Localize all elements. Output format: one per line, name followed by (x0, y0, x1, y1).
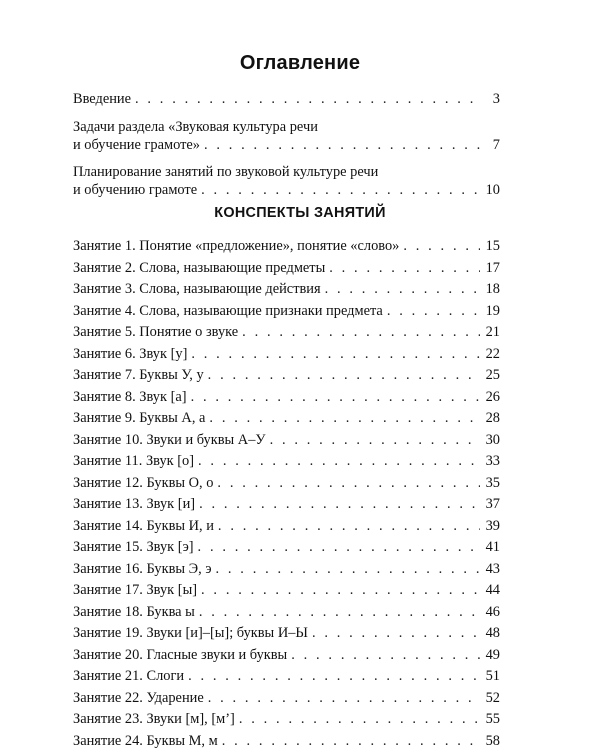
toc-entry-label: Занятие 7. Буквы У, у (73, 365, 208, 387)
toc-entry-page: 10 (480, 181, 500, 199)
toc-entry-label: Занятие 19. Звуки [и]–[ы]; буквы И–Ы (73, 623, 312, 645)
toc-entry-page: 58 (480, 731, 500, 752)
toc-entry-page: 21 (480, 322, 500, 344)
toc-entry-tasks-line1[interactable]: Задачи раздела «Звуковая культура речи (73, 118, 500, 136)
toc-entry-lesson[interactable] (73, 602, 500, 624)
toc-entry-lesson[interactable] (73, 645, 500, 667)
leader-dots (222, 731, 480, 752)
toc-entry-page: 46 (480, 602, 500, 624)
toc-entry-page: 48 (480, 623, 500, 645)
toc-entry-page: 33 (480, 451, 500, 473)
leader-dots (270, 430, 480, 452)
toc-entry-label: Занятие 12. Буквы О, о (73, 473, 217, 495)
toc-entry-page: 41 (480, 537, 500, 559)
leader-dots (199, 494, 480, 516)
leader-dots (191, 344, 480, 366)
page-title: Оглавление (0, 52, 600, 75)
toc-entry-page: 28 (480, 408, 500, 430)
toc-entry-lesson[interactable] (73, 580, 500, 602)
toc-entry-page: 7 (480, 136, 500, 154)
toc-entry-page: 15 (480, 236, 500, 258)
toc-entry-page: 37 (480, 494, 500, 516)
toc-entry-label: Занятие 1. Понятие «предложение», понятие «слово» (73, 236, 403, 258)
toc-entry-lesson[interactable] (73, 387, 500, 409)
lesson-list (73, 236, 500, 752)
leader-dots (239, 709, 480, 731)
toc-entry-label: Занятие 23. Звуки [м], [м’] (73, 709, 239, 731)
toc-entry-lesson[interactable] (73, 430, 500, 452)
toc-entry-label: Занятие 13. Звук [и] (73, 494, 199, 516)
toc-entry-page: 44 (480, 580, 500, 602)
leader-dots (188, 666, 480, 688)
section-heading: КОНСПЕКТЫ ЗАНЯТИЙ (0, 205, 600, 221)
toc-entry-label: Занятие 11. Звук [о] (73, 451, 198, 473)
toc-entry-tasks[interactable] (73, 136, 500, 154)
toc-entry-label: Занятие 18. Буква ы (73, 602, 199, 624)
toc-entry-page: 39 (480, 516, 500, 538)
toc-entry-lesson[interactable] (73, 516, 500, 538)
leader-dots (208, 688, 480, 710)
toc-entry-page: 43 (480, 559, 500, 581)
leader-dots (191, 387, 480, 409)
toc-entry-label: и обучение грамоте» (73, 136, 204, 154)
intro-entries (73, 90, 500, 199)
toc-entry-lesson[interactable] (73, 709, 500, 731)
leader-dots (201, 181, 480, 199)
toc-entry-label: Занятие 2. Слова, называющие предметы (73, 258, 329, 280)
leader-dots (291, 645, 480, 667)
toc-entry-label: Занятие 21. Слоги (73, 666, 188, 688)
toc-entry-label: Занятие 22. Ударение (73, 688, 208, 710)
toc-entry-label: Введение (73, 90, 135, 108)
leader-dots (204, 136, 480, 154)
toc-entry-page: 19 (480, 301, 500, 323)
toc-entry-page: 26 (480, 387, 500, 409)
toc-entry-page: 30 (480, 430, 500, 452)
toc-entry-lesson[interactable] (73, 537, 500, 559)
leader-dots (201, 580, 480, 602)
leader-dots (325, 279, 480, 301)
toc-entry-lesson[interactable] (73, 688, 500, 710)
toc-entry-lesson[interactable] (73, 258, 500, 280)
toc-entry-page: 22 (480, 344, 500, 366)
toc-entry-page: 55 (480, 709, 500, 731)
toc-entry-page: 18 (480, 279, 500, 301)
leader-dots (199, 602, 480, 624)
toc-entry-label: Занятие 10. Звуки и буквы А–У (73, 430, 270, 452)
toc-entry-label: Занятие 5. Понятие о звуке (73, 322, 242, 344)
leader-dots (242, 322, 480, 344)
leader-dots (216, 559, 480, 581)
leader-dots (217, 473, 480, 495)
toc-entry-page: 52 (480, 688, 500, 710)
toc-entry-page: 17 (480, 258, 500, 280)
toc-entry-label: Занятие 6. Звук [у] (73, 344, 191, 366)
toc-entry-lesson[interactable] (73, 666, 500, 688)
leader-dots (135, 90, 480, 108)
toc-entry-label: Занятие 9. Буквы А, а (73, 408, 209, 430)
toc-entry-page: 51 (480, 666, 500, 688)
toc-entry-lesson[interactable] (73, 494, 500, 516)
toc-entry-label: Занятие 15. Звук [э] (73, 537, 198, 559)
toc-entry-lesson[interactable] (73, 731, 500, 752)
toc-entry-lesson[interactable] (73, 408, 500, 430)
toc-entry-introduction[interactable] (73, 90, 500, 108)
leader-dots (329, 258, 480, 280)
leader-dots (198, 451, 480, 473)
toc-entry-lesson[interactable] (73, 322, 500, 344)
toc-entry-lesson[interactable] (73, 344, 500, 366)
toc-entry-lesson[interactable] (73, 451, 500, 473)
leader-dots (209, 408, 480, 430)
leader-dots (198, 537, 480, 559)
toc-entry-page: 25 (480, 365, 500, 387)
toc-entry-label: Занятие 14. Буквы И, и (73, 516, 218, 538)
toc-entry-lesson[interactable] (73, 365, 500, 387)
toc-entry-lesson[interactable] (73, 559, 500, 581)
toc-entry-page: 35 (480, 473, 500, 495)
toc-entry-label: Занятие 8. Звук [а] (73, 387, 191, 409)
toc-entry-planning-line1[interactable]: Планирование занятий по звуковой культуре речи (73, 163, 500, 181)
leader-dots (387, 301, 480, 323)
toc-entry-label: Занятие 24. Буквы М, м (73, 731, 222, 752)
toc-entry-label: Занятие 17. Звук [ы] (73, 580, 201, 602)
toc-entry-page: 3 (480, 90, 500, 108)
toc-entry-lesson[interactable] (73, 301, 500, 323)
toc-entry-lesson[interactable] (73, 279, 500, 301)
toc-entry-label: Занятие 3. Слова, называющие действия (73, 279, 325, 301)
leader-dots (403, 236, 480, 258)
leader-dots (312, 623, 480, 645)
leader-dots (208, 365, 480, 387)
toc-entry-lesson[interactable] (73, 236, 500, 258)
toc-entry-label: и обучению грамоте (73, 181, 201, 199)
toc-entry-label: Занятие 20. Гласные звуки и буквы (73, 645, 291, 667)
toc-entry-lesson[interactable] (73, 473, 500, 495)
toc-entry-planning[interactable] (73, 181, 500, 199)
toc-entry-label: Занятие 16. Буквы Э, э (73, 559, 216, 581)
toc-entry-page: 49 (480, 645, 500, 667)
toc-entry-label: Занятие 4. Слова, называющие признаки предмета (73, 301, 387, 323)
leader-dots (218, 516, 480, 538)
toc-entry-lesson[interactable] (73, 623, 500, 645)
